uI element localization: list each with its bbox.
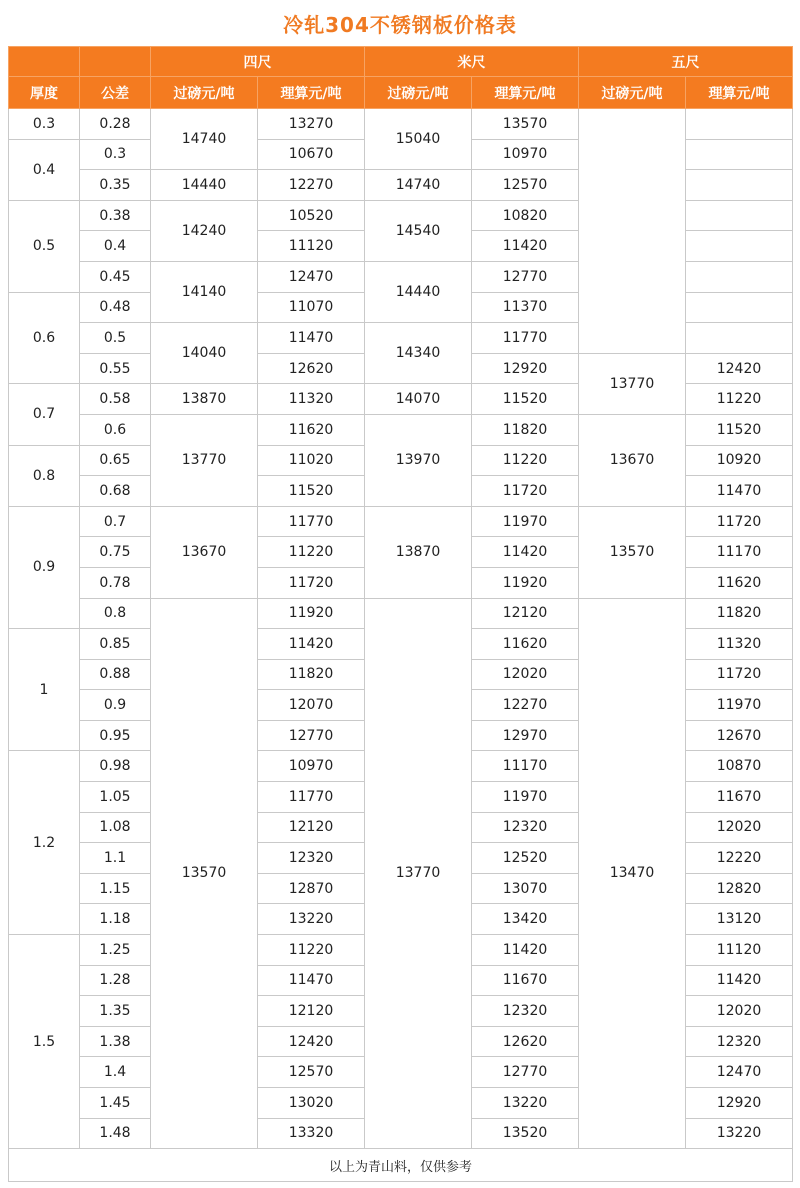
tolerance-cell: 0.78 [80,567,151,598]
thickness-cell: 0.4 [9,139,80,200]
sichi-theoretical-price: 10670 [258,139,365,170]
michi-theoretical-price: 11620 [472,629,579,660]
wuchi-theoretical-price [686,261,793,292]
sichi-weight-price: 14440 [151,170,258,201]
michi-theoretical-price: 11970 [472,506,579,537]
wuchi-weight-price [579,109,686,354]
tolerance-cell: 0.55 [80,353,151,384]
wuchi-theoretical-price: 12470 [686,1057,793,1088]
michi-theoretical-price: 13520 [472,1118,579,1149]
sichi-theoretical-price: 11020 [258,445,365,476]
wuchi-theoretical-price: 12020 [686,996,793,1027]
tolerance-cell: 1.05 [80,782,151,813]
wuchi-theoretical-price: 12820 [686,873,793,904]
michi-weight-price: 13770 [365,598,472,1149]
tolerance-cell: 1.18 [80,904,151,935]
sichi-theoretical-price: 12270 [258,170,365,201]
michi-theoretical-price: 12270 [472,690,579,721]
michi-theoretical-price: 10970 [472,139,579,170]
wuchi-theoretical-price [686,323,793,354]
sichi-theoretical-price: 12320 [258,843,365,874]
michi-theoretical-price: 11670 [472,965,579,996]
wuchi-theoretical-price: 11420 [686,965,793,996]
tolerance-cell: 0.3 [80,139,151,170]
sichi-theoretical-price: 10520 [258,200,365,231]
tolerance-cell: 0.98 [80,751,151,782]
table-row [9,506,793,537]
tolerance-cell: 0.45 [80,261,151,292]
tolerance-cell: 1.48 [80,1118,151,1149]
sichi-theoretical-price: 12120 [258,812,365,843]
sichi-theoretical-price: 13220 [258,904,365,935]
wuchi-theoretical-price: 12320 [686,1026,793,1057]
tolerance-cell: 0.9 [80,690,151,721]
sichi-theoretical-price: 11220 [258,537,365,568]
sichi-weight-price: 14740 [151,109,258,170]
sichi-theoretical-price: 11770 [258,506,365,537]
header-theoretical: 理算元/吨 [472,77,579,109]
tolerance-cell: 0.68 [80,476,151,507]
header-theoretical: 理算元/吨 [686,77,793,109]
michi-theoretical-price: 11420 [472,935,579,966]
michi-weight-price: 14540 [365,200,472,261]
header-column-row [9,77,793,109]
michi-theoretical-price: 13570 [472,109,579,140]
tolerance-cell: 0.28 [80,109,151,140]
sichi-theoretical-price: 10970 [258,751,365,782]
footnote: 以上为青山料，仅供参考 [9,1149,793,1182]
header-group-row [9,47,793,77]
thickness-cell: 1.5 [9,935,80,1149]
tolerance-cell: 0.85 [80,629,151,660]
header-theoretical: 理算元/吨 [258,77,365,109]
wuchi-theoretical-price: 11120 [686,935,793,966]
sichi-weight-price: 13570 [151,598,258,1149]
wuchi-theoretical-price [686,231,793,262]
tolerance-cell: 0.38 [80,200,151,231]
michi-theoretical-price: 12620 [472,1026,579,1057]
tolerance-cell: 0.8 [80,598,151,629]
wuchi-theoretical-price: 12020 [686,812,793,843]
wuchi-theoretical-price: 11720 [686,506,793,537]
tolerance-cell: 1.38 [80,1026,151,1057]
wuchi-weight-price: 13670 [579,414,686,506]
header-group-wuchi: 五尺 [579,47,793,77]
tolerance-cell: 0.48 [80,292,151,323]
wuchi-theoretical-price: 11670 [686,782,793,813]
wuchi-theoretical-price: 11470 [686,476,793,507]
wuchi-theoretical-price [686,109,793,140]
wuchi-theoretical-price: 11620 [686,567,793,598]
tolerance-cell: 1.28 [80,965,151,996]
sichi-theoretical-price: 11320 [258,384,365,415]
header-by-weight: 过磅元/吨 [579,77,686,109]
header-empty-cell [80,47,151,77]
michi-theoretical-price: 13420 [472,904,579,935]
michi-theoretical-price: 13070 [472,873,579,904]
michi-weight-price: 13870 [365,506,472,598]
tolerance-cell: 0.58 [80,384,151,415]
wuchi-theoretical-price: 12220 [686,843,793,874]
michi-weight-price: 14340 [365,323,472,384]
sichi-theoretical-price: 12120 [258,996,365,1027]
table-body [9,109,793,1149]
michi-theoretical-price: 12570 [472,170,579,201]
sichi-theoretical-price: 12870 [258,873,365,904]
michi-theoretical-price: 10820 [472,200,579,231]
sichi-theoretical-price: 12620 [258,353,365,384]
wuchi-theoretical-price: 11170 [686,537,793,568]
header-group-sichi: 四尺 [151,47,365,77]
wuchi-theoretical-price [686,292,793,323]
wuchi-theoretical-price [686,139,793,170]
sichi-theoretical-price: 11470 [258,965,365,996]
sichi-theoretical-price: 13320 [258,1118,365,1149]
sichi-theoretical-price: 11620 [258,414,365,445]
michi-weight-price: 15040 [365,109,472,170]
tolerance-cell: 0.95 [80,720,151,751]
michi-theoretical-price: 11170 [472,751,579,782]
michi-theoretical-price: 11770 [472,323,579,354]
tolerance-cell: 0.65 [80,445,151,476]
sichi-theoretical-price: 11220 [258,935,365,966]
sichi-theoretical-price: 11520 [258,476,365,507]
wuchi-theoretical-price: 11970 [686,690,793,721]
thickness-cell: 1 [9,629,80,751]
tolerance-cell: 0.75 [80,537,151,568]
wuchi-theoretical-price: 11720 [686,659,793,690]
sichi-theoretical-price: 11070 [258,292,365,323]
michi-theoretical-price: 11370 [472,292,579,323]
sichi-theoretical-price: 11120 [258,231,365,262]
header-by-weight: 过磅元/吨 [151,77,258,109]
thickness-cell: 0.9 [9,506,80,628]
michi-theoretical-price: 12520 [472,843,579,874]
michi-theoretical-price: 11420 [472,231,579,262]
sichi-theoretical-price: 13020 [258,1088,365,1119]
tolerance-cell: 1.1 [80,843,151,874]
wuchi-theoretical-price: 12420 [686,353,793,384]
michi-theoretical-price: 12920 [472,353,579,384]
thickness-cell: 0.6 [9,292,80,384]
thickness-cell: 0.3 [9,109,80,140]
michi-theoretical-price: 12770 [472,1057,579,1088]
sichi-theoretical-price: 13270 [258,109,365,140]
tolerance-cell: 0.5 [80,323,151,354]
michi-weight-price: 14070 [365,384,472,415]
sichi-theoretical-price: 11770 [258,782,365,813]
tolerance-cell: 1.08 [80,812,151,843]
wuchi-theoretical-price: 13120 [686,904,793,935]
page-title: 冷轧304不锈钢板价格表 [283,12,517,37]
sichi-theoretical-price: 11420 [258,629,365,660]
michi-theoretical-price: 11520 [472,384,579,415]
wuchi-theoretical-price: 11520 [686,414,793,445]
michi-theoretical-price: 11820 [472,414,579,445]
wuchi-theoretical-price: 11320 [686,629,793,660]
tolerance-cell: 0.7 [80,506,151,537]
michi-theoretical-price: 12020 [472,659,579,690]
wuchi-theoretical-price: 11220 [686,384,793,415]
michi-theoretical-price: 12320 [472,812,579,843]
tolerance-cell: 1.45 [80,1088,151,1119]
tolerance-cell: 1.15 [80,873,151,904]
sichi-weight-price: 13770 [151,414,258,506]
wuchi-weight-price: 13470 [579,598,686,1149]
michi-theoretical-price: 11920 [472,567,579,598]
tolerance-cell: 1.35 [80,996,151,1027]
thickness-cell: 0.8 [9,445,80,506]
thickness-cell: 1.2 [9,751,80,935]
wuchi-theoretical-price: 12920 [686,1088,793,1119]
sichi-weight-price: 14040 [151,323,258,384]
sichi-theoretical-price: 12420 [258,1026,365,1057]
tolerance-cell: 0.35 [80,170,151,201]
sichi-weight-price: 13870 [151,384,258,415]
header-empty-cell [9,47,80,77]
sichi-theoretical-price: 12770 [258,720,365,751]
sichi-theoretical-price: 12070 [258,690,365,721]
price-table-container [8,46,792,1182]
sichi-theoretical-price: 11470 [258,323,365,354]
tolerance-cell: 1.4 [80,1057,151,1088]
price-table [8,46,793,1182]
wuchi-theoretical-price: 11820 [686,598,793,629]
michi-theoretical-price: 11220 [472,445,579,476]
michi-theoretical-price: 12770 [472,261,579,292]
sichi-theoretical-price: 11720 [258,567,365,598]
header-thickness: 厚度 [9,77,80,109]
sichi-theoretical-price: 11820 [258,659,365,690]
wuchi-weight-price: 13770 [579,353,686,414]
header-by-weight: 过磅元/吨 [365,77,472,109]
sichi-theoretical-price: 11920 [258,598,365,629]
wuchi-theoretical-price: 10920 [686,445,793,476]
table-row [9,414,793,445]
wuchi-theoretical-price: 13220 [686,1118,793,1149]
thickness-cell: 0.5 [9,200,80,292]
michi-weight-price: 14440 [365,261,472,322]
tolerance-cell: 0.88 [80,659,151,690]
sichi-weight-price: 14140 [151,261,258,322]
header-group-michi: 米尺 [365,47,579,77]
sichi-weight-price: 14240 [151,200,258,261]
tolerance-cell: 1.25 [80,935,151,966]
header-tolerance: 公差 [80,77,151,109]
wuchi-weight-price: 13570 [579,506,686,598]
thickness-cell: 0.7 [9,384,80,445]
wuchi-theoretical-price: 12670 [686,720,793,751]
michi-theoretical-price: 12320 [472,996,579,1027]
sichi-theoretical-price: 12470 [258,261,365,292]
sichi-weight-price: 13670 [151,506,258,598]
tolerance-cell: 0.4 [80,231,151,262]
michi-theoretical-price: 11420 [472,537,579,568]
michi-theoretical-price: 12120 [472,598,579,629]
sichi-theoretical-price: 12570 [258,1057,365,1088]
wuchi-theoretical-price: 10870 [686,751,793,782]
michi-weight-price: 14740 [365,170,472,201]
tolerance-cell: 0.6 [80,414,151,445]
wuchi-theoretical-price [686,200,793,231]
michi-theoretical-price: 11970 [472,782,579,813]
michi-theoretical-price: 13220 [472,1088,579,1119]
footnote-row [9,1149,793,1182]
table-row [9,109,793,140]
michi-weight-price: 13970 [365,414,472,506]
wuchi-theoretical-price [686,170,793,201]
table-row [9,598,793,629]
michi-theoretical-price: 12970 [472,720,579,751]
michi-theoretical-price: 11720 [472,476,579,507]
